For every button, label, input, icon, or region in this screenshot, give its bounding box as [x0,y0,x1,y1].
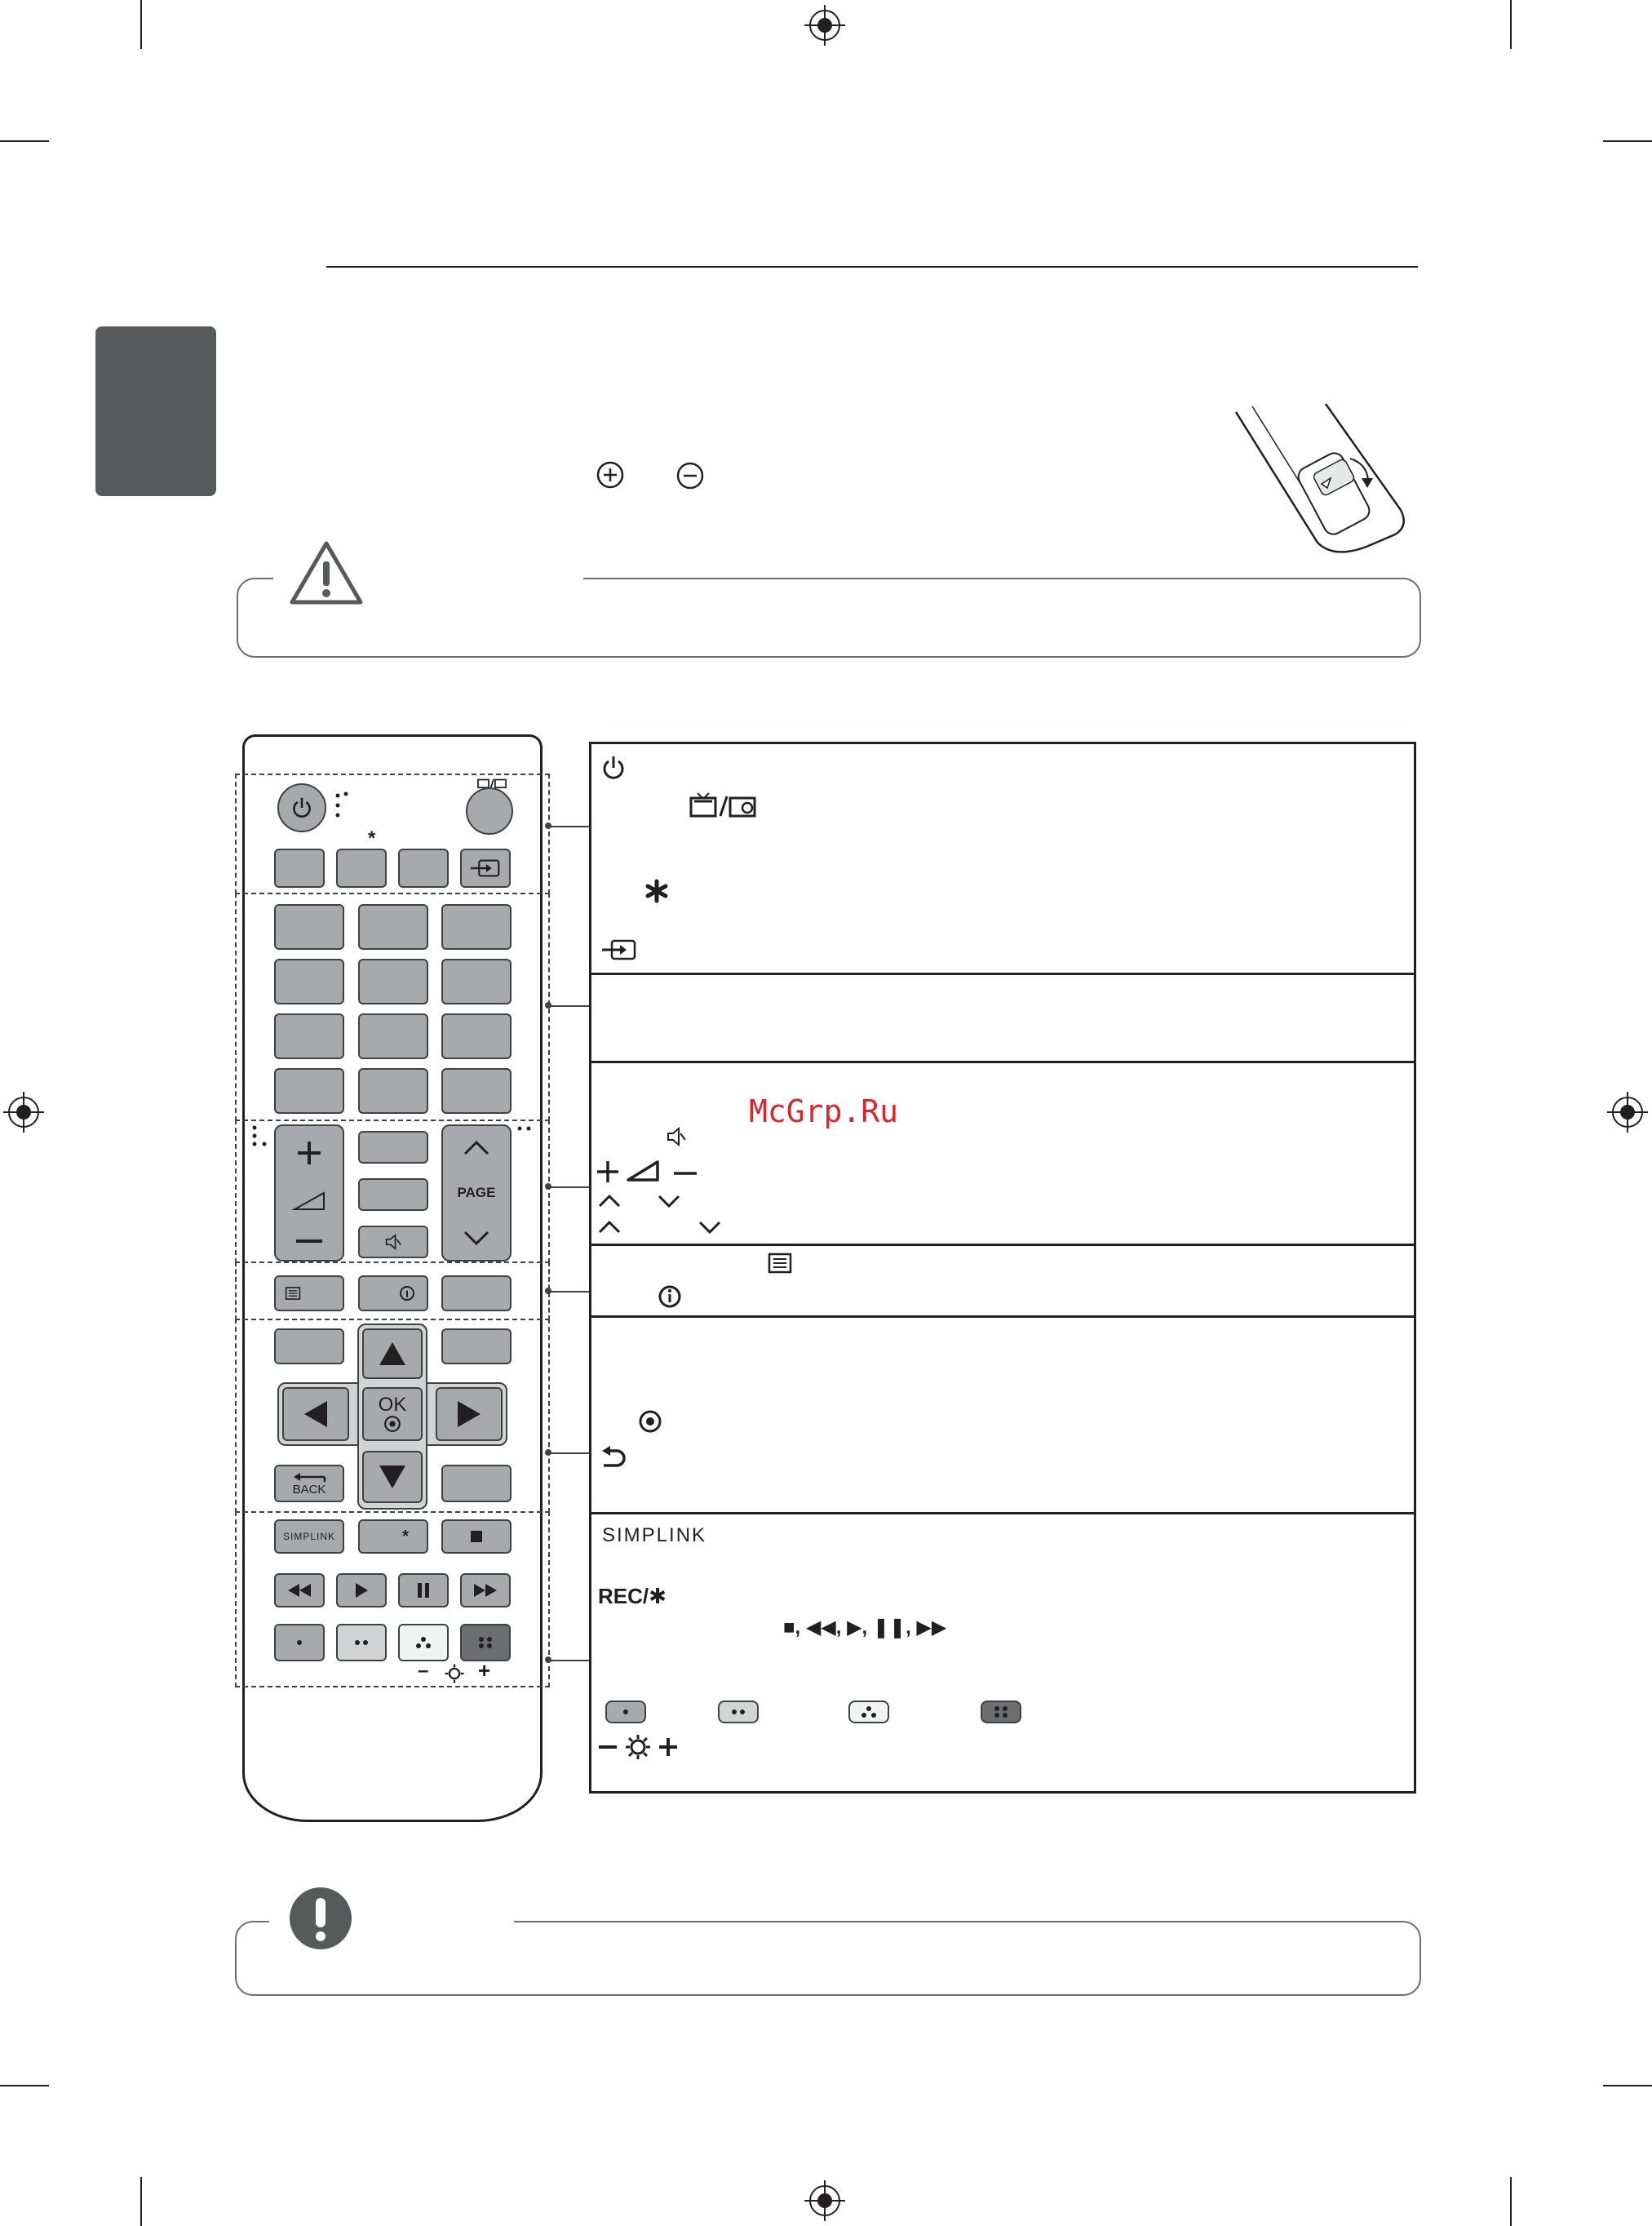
registration-mark-left [3,1092,44,1133]
swatch-red [605,1701,646,1723]
crop-mark [0,140,49,142]
leader-line [550,1452,589,1454]
red-button[interactable] [274,1624,325,1661]
number-button[interactable] [274,1068,344,1114]
info-icon [658,1284,682,1309]
back-label: BACK [292,1482,326,1497]
page-label: PAGE [457,1185,496,1200]
leader-dot [545,1288,551,1294]
input-button[interactable] [460,849,511,888]
guide-button[interactable] [441,1465,512,1502]
ok-label: OK [378,1394,407,1416]
battery-minus-icon [675,461,705,490]
number-button[interactable] [441,1068,512,1114]
right-arrow-button[interactable] [436,1387,503,1441]
down-arrow-button[interactable] [362,1451,423,1503]
leader-line [550,1005,589,1007]
function-button-3[interactable] [398,849,449,888]
leader-line [550,1186,589,1188]
remote-back-illustration [1228,400,1415,555]
power-button[interactable] [277,783,326,832]
function-button-1[interactable] [274,849,325,888]
left-arrow-button[interactable] [282,1387,349,1441]
panel-text-info-group [589,1244,1416,1318]
battery-plus-icon [596,460,625,490]
volume-icon [596,1157,702,1183]
channel-arrows-icon [597,1191,687,1211]
input-icon [600,938,638,961]
function-button-asterisk[interactable] [336,849,387,888]
crop-mark [1603,2085,1652,2086]
language-side-tab [95,326,216,496]
crop-mark [0,2085,49,2086]
leader-dot [545,1449,551,1456]
ok-icon [638,1409,662,1434]
info-button[interactable] [358,1275,428,1311]
tactile-dots [516,1124,534,1133]
brightness-icon [597,1733,679,1761]
leader-dot [545,1656,551,1663]
mute-icon [666,1127,687,1146]
brightness-icon [444,1663,465,1684]
note-callout [235,1921,1421,1996]
number-button[interactable] [441,959,512,1004]
number-button[interactable] [358,904,428,950]
simplink-button[interactable] [274,1519,344,1554]
page-arrows-icon [597,1217,728,1237]
yellow-button[interactable] [398,1624,449,1661]
brightness-plus-label: + [478,1658,491,1683]
panel-transport-label: ■, ◀◀, ▶, ❚❚, ▶▶ [783,1616,947,1638]
settings-button[interactable] [441,1275,512,1311]
ok-button[interactable] [362,1387,423,1441]
simplink-label: SIMPLINK [282,1531,335,1542]
number-button[interactable] [441,1013,512,1059]
registration-mark-top [804,5,845,46]
number-button[interactable] [358,1013,428,1059]
swatch-yellow [848,1701,889,1723]
rec-button[interactable] [358,1519,428,1554]
leader-line [550,1291,589,1293]
leader-dot [545,1183,551,1190]
green-button[interactable] [336,1624,387,1661]
up-arrow-button[interactable] [362,1328,423,1379]
list-button[interactable] [358,1131,428,1164]
warning-icon [287,539,365,607]
panel-navigation-group [589,1315,1416,1514]
text-icon [767,1252,793,1275]
panel-simplink-label: SIMPLINK [602,1524,707,1546]
watermark: McGrp.Ru [749,1093,899,1129]
crop-mark [1510,0,1512,49]
play-button[interactable] [336,1573,387,1607]
blue-button[interactable] [460,1624,511,1661]
tactile-dots [334,792,351,819]
volume-rocker[interactable] [274,1124,344,1262]
panel-simplink-group [589,1512,1416,1794]
home-button[interactable] [274,1328,344,1364]
number-button[interactable] [358,1068,428,1114]
crop-mark [140,0,142,49]
brightness-minus-label: – [418,1660,429,1682]
asterisk-label: * [368,827,376,849]
fast-forward-button[interactable] [460,1573,511,1607]
panel-number-group [589,973,1416,1063]
panel-rec-label: REC/✱ [598,1584,667,1608]
tv-radio-icon [476,777,507,788]
note-icon [287,1885,354,1952]
crop-mark [1603,140,1652,142]
header-rule [326,266,1418,268]
leader-dot [545,823,551,829]
back-icon [599,1444,628,1469]
tv-radio-icon [689,792,756,818]
registration-mark-bottom [804,2180,845,2221]
number-button[interactable] [274,959,344,1004]
mute-button[interactable] [358,1226,428,1258]
swatch-green [718,1701,759,1723]
crop-mark [1510,2177,1512,2226]
quick-menu-button[interactable] [441,1328,512,1364]
number-button[interactable] [274,1013,344,1059]
leader-line [550,1660,589,1661]
text-button[interactable] [274,1275,344,1311]
crop-mark [140,2177,142,2226]
swatch-blue [981,1701,1021,1723]
tactile-dots [251,1124,269,1147]
leader-dot [545,1002,551,1009]
asterisk-icon [644,879,669,903]
number-button[interactable] [441,904,512,950]
rec-asterisk-label: * [402,1527,409,1545]
panel-power-group [589,742,1416,975]
leader-line [550,826,589,827]
number-button[interactable] [274,904,344,950]
caution-callout [237,578,1421,658]
number-button[interactable] [358,959,428,1004]
power-icon [600,754,627,782]
qview-button[interactable] [358,1178,428,1211]
pause-button[interactable] [398,1573,449,1607]
back-button[interactable] [274,1465,344,1502]
registration-mark-right [1607,1092,1648,1133]
rewind-button[interactable] [274,1573,325,1607]
page-rocker[interactable] [441,1124,512,1262]
stop-button[interactable] [441,1519,512,1554]
tv-radio-button[interactable] [466,787,513,835]
